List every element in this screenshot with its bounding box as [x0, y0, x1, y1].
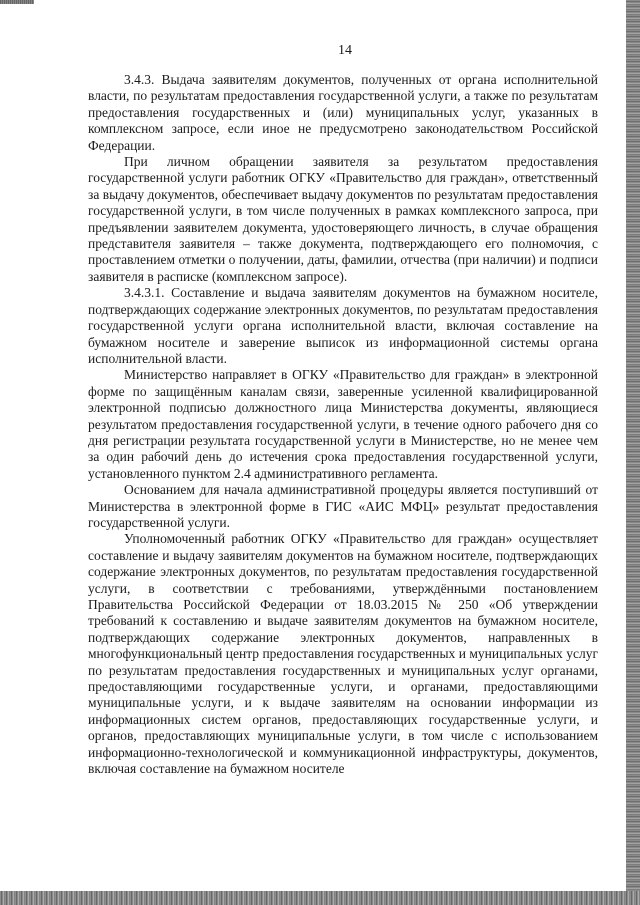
scan-edge-bottom	[0, 891, 640, 905]
paragraph-ministry-sends: Министерство направляет в ОГКУ «Правительство для граждан» в электронной форме по защищённым каналам связи, заверенные усиленной квалифицированной электронной подписью должностного лица Министерства документы, являющиеся результатом предоставления государственной услуги, в течение одного рабочего дня со дня регистрации результата государственной услуги в Министерстве, но не менее чем за один рабочий день до истечения срока предоставления государственной услуги, установленного пунктом 2.4 административного регламента.	[88, 367, 598, 481]
scan-artifact-top	[0, 0, 34, 4]
paragraph-3-4-3: 3.4.3. Выдача заявителям документов, полученных от органа исполнительной власти, по результатам предоставления государственной услуги, а также по результатам предоставления государственных и (или) муниципальных услуг, указанных в комплексном запросе, если иное не предусмотрено законодательством Российской Федерации.	[88, 72, 598, 153]
paragraph-3-4-3-1: 3.4.3.1. Составление и выдача заявителям документов на бумажном носителе, подтверждающих содержание электронных документов, по результатам предоставления государственной услуги органа исполнительной власти, включая составление на бумажном носителе и заверение выписок из информационной системы органа исполнительной власти.	[88, 285, 598, 366]
document-body	[88, 72, 598, 777]
scan-edge-right	[626, 0, 640, 905]
paragraph-basis: Основанием для начала административной процедуры является поступивший от Министерства в электронной форме в ГИС «АИС МФЦ» результат предоставления государственной услуги.	[88, 482, 598, 530]
paragraph-authorized-worker: Уполномоченный работник ОГКУ «Правительство для граждан» осуществляет составление и выдачу заявителям документов на бумажном носителе, подтверждающих содержание электронных документов, по результатам предоставления государственной услуги, в соответствии с требованиями, утверждёнными постановлением Правительства Российской Федерации от 18.03.2015 № 250 «Об утверждении требований к составлению и выдаче заявителям документов на бумажном носителе, подтверждающих содержание электронных документов, направленных в многофункциональный центр предоставления государственных и муниципальных услуг по результатам предоставления государственных и муниципальных услуг органами, предоставляющими государственные услуги, и органами, предоставляющими муниципальные услуги, и к выдаче заявителям на основании информации из информационных систем органов, предоставляющих государственные услуги, и органов, предоставляющих муниципальные услуги, в том числе с использованием информационно-технологической и коммуникационной инфраструктуры, документов, включая составление на бумажном носителе	[88, 531, 598, 777]
paragraph-personal-request: При личном обращении заявителя за результатом предоставления государственной услуги работник ОГКУ «Правительство для граждан», ответственный за выдачу документов, обеспечивает выдачу документов по результатам предоставления государственной услуги, в том числе полученных в рамках комплексного запроса, при предъявлении заявителем документа, удостоверяющего личность, в случае обращения представителя заявителя – также документа, подтверждающего его полномочия, с проставлением отметки о получении, даты, фамилии, отчества (при наличии) и подписи заявителя в расписке (комплексном запросе).	[88, 154, 598, 284]
page-number: 14	[338, 43, 352, 58]
